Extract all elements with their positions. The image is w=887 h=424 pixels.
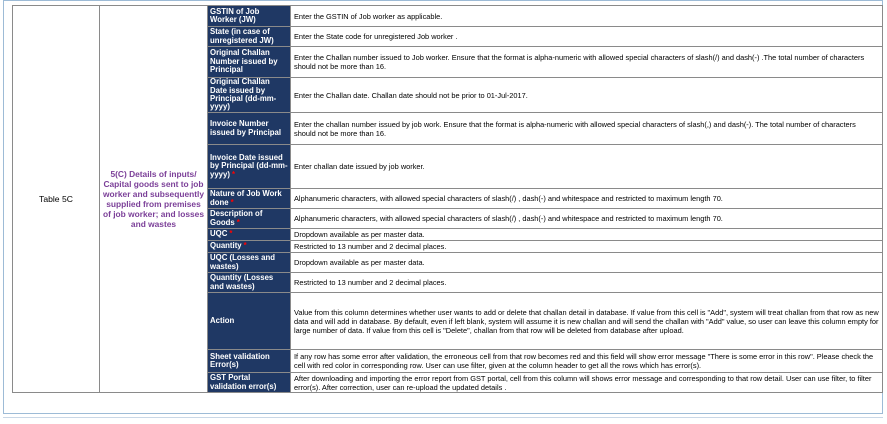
field-description-table (12, 5, 883, 393)
field-description: Alphanumeric characters, with allowed special characters of slash(/) , dash(-) and whitespace and restricted to maximum length 70. (291, 189, 883, 209)
field-name: Action (210, 315, 235, 325)
field-name-cell (208, 113, 291, 145)
field-name-cell (208, 78, 291, 113)
required-marker: * (243, 241, 247, 251)
field-description: If any row has some error after validation, the erroneous cell from that row becomes red and this field will show error message "There is some error in this row". Please check the cell with red color in corresponding row. User can use filter, given at the column header to get all the rows which has error(s). (291, 350, 883, 373)
field-name-cell (208, 241, 291, 253)
field-description: Alphanumeric characters, with allowed special characters of slash(/) , dash(-) and whitespace and restricted to maximum length 70. (291, 209, 883, 229)
field-name: State (in case of unregistered JW) (210, 27, 274, 45)
field-name: Original Challan Date issued by Principal (dd-mm-yyyy) (210, 77, 277, 112)
section-title: 5(C) Details of inputs/ Capital goods sent to job worker and subsequently supplied from premises of job worker; and losses and wastes (100, 6, 208, 393)
field-description: Enter challan date issued by job worker. (291, 145, 883, 189)
field-description: Dropdown available as per master data. (291, 253, 883, 273)
divider (3, 417, 883, 418)
required-marker: * (236, 217, 240, 227)
field-description: Enter the GSTIN of Job worker as applicable. (291, 6, 883, 27)
field-description: Restricted to 13 number and 2 decimal places. (291, 241, 883, 253)
field-name-cell (208, 273, 291, 293)
field-name: Original Challan Number issued by Principal (210, 48, 278, 75)
field-description: Value from this column determines whether user wants to add or delete that challan detail in database. If value from this cell is "Add", system will treat challan from that row as new data and will add in database. By default, even if left blank, system will assume it is new challan and will send the challan with "Add" value, so user can leave this column empty for large number of data. If value from this cell is "Delete", challan from that row will be deleted from database after upload. (291, 293, 883, 350)
field-name: Quantity (210, 241, 242, 251)
field-name-cell (208, 27, 291, 47)
field-name: GSTIN of Job Worker (JW) (210, 6, 260, 24)
field-name: Invoice Date issued by Principal (dd-mm-yyyy) (210, 152, 288, 179)
field-description: Enter the challan number issued by job work. Ensure that the format is alpha-numeric with allowed special characters of slash(,) and dash(-). The total number of characters should not be more than 16. (291, 113, 883, 145)
field-name: Description of Goods (210, 209, 263, 227)
field-name-cell (208, 145, 291, 189)
field-name-cell (208, 253, 291, 273)
field-name-cell (208, 293, 291, 350)
field-name-cell (208, 229, 291, 241)
field-description: Restricted to 13 number and 2 decimal places. (291, 273, 883, 293)
field-description: Dropdown available as per master data. (291, 229, 883, 241)
field-name: UQC (210, 229, 228, 239)
field-name-cell (208, 47, 291, 78)
field-name-cell (208, 6, 291, 27)
field-name-cell (208, 189, 291, 209)
required-marker: * (229, 229, 233, 239)
field-name: Sheet validation Error(s) (210, 351, 270, 369)
field-name: GST Portal validation error(s) (210, 373, 277, 391)
field-name: Invoice Number issued by Principal (210, 119, 282, 137)
field-description: After downloading and importing the error report from GST portal, cell from this column will shows error message and corresponding to that row detail. User can use filter, to filter error(s). After correction, user can re-upload the updated details . (291, 373, 883, 393)
field-name: UQC (Losses and wastes) (210, 253, 275, 271)
table-row (13, 6, 883, 27)
field-description: Enter the State code for unregistered Job worker . (291, 27, 883, 47)
field-name-cell (208, 209, 291, 229)
field-name: Quantity (Losses and wastes) (210, 273, 274, 291)
field-description: Enter the Challan date. Challan date should not be prior to 01-Jul-2017. (291, 78, 883, 113)
required-marker: * (231, 169, 235, 179)
field-name-cell (208, 350, 291, 373)
field-description: Enter the Challan number issued to Job worker. Ensure that the format is alpha-numeric with allowed special characters of slash(/) and dash(-) .The total number of characters should not be more than 16. (291, 47, 883, 78)
required-marker: * (230, 197, 234, 207)
table-reference: Table 5C (13, 6, 100, 393)
field-name: Nature of Job Work done (210, 189, 282, 207)
field-name-cell (208, 373, 291, 393)
